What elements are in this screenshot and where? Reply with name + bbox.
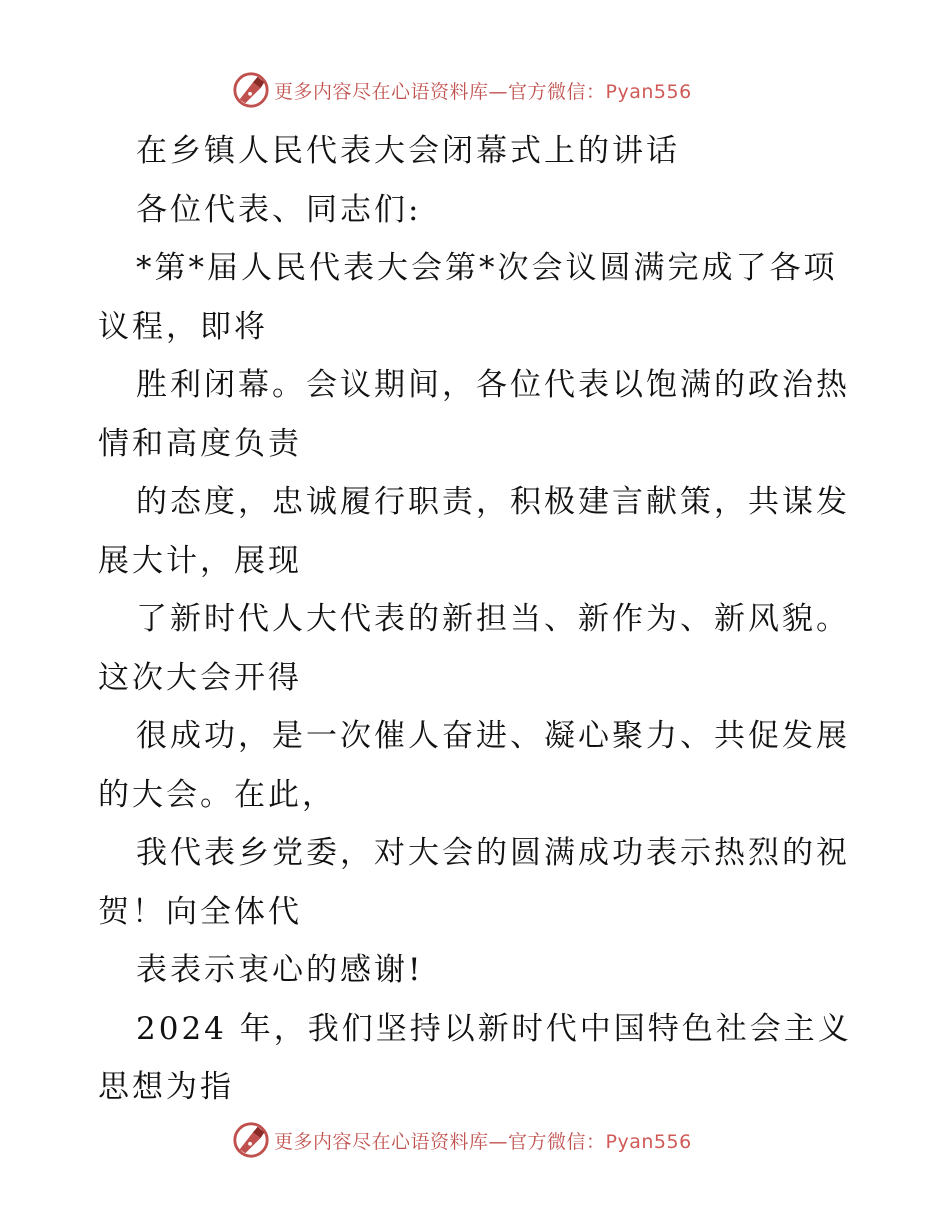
paragraph-line: 了新时代人大代表的新担当、新作为、新风貌。 <box>136 601 850 637</box>
paragraph-line: 展大计，展现 <box>98 542 302 579</box>
pen-nib-logo-icon <box>232 71 270 109</box>
paragraph-line: 贺！向全体代 <box>98 893 302 930</box>
paragraph-line: 表表示衷心的感谢! <box>136 952 424 988</box>
watermark-text: 更多内容尽在心语资料库—官方微信：Pyan556 <box>274 1130 692 1153</box>
paragraph-line: 思想为指 <box>98 1069 234 1105</box>
paragraph-line: 的大会。在此， <box>98 776 336 813</box>
paragraph-line: 2024 年，我们坚持以新时代中国特色社会主义 <box>136 1010 852 1047</box>
document-title: 在乡镇人民代表大会闭幕式上的讲话 <box>136 133 680 169</box>
footer-watermark <box>232 1120 692 1160</box>
paragraph-line: *第*届人民代表大会第*次会议圆满完成了各项 <box>136 250 838 286</box>
paragraph-line: 我代表乡党委，对大会的圆满成功表示热烈的祝 <box>136 835 850 871</box>
salutation: 各位代表、同志们: <box>136 191 422 228</box>
paragraph-line: 议程，即将 <box>98 308 268 345</box>
paragraph-line: 胜利闭幕。会议期间，各位代表以饱满的政治热 <box>136 367 850 403</box>
paragraph-line: 的态度，忠诚履行职责，积极建言献策，共谋发 <box>136 484 850 520</box>
paragraph-line: 这次大会开得 <box>98 659 302 696</box>
pen-nib-logo-icon <box>232 1121 270 1159</box>
document-body <box>98 122 858 1117</box>
paragraph-line: 很成功，是一次催人奋进、凝心聚力、共促发展 <box>136 718 850 754</box>
paragraph-line: 情和高度负责 <box>98 425 302 462</box>
watermark-text: 更多内容尽在心语资料库—官方微信：Pyan556 <box>274 80 692 103</box>
header-watermark <box>232 70 692 110</box>
